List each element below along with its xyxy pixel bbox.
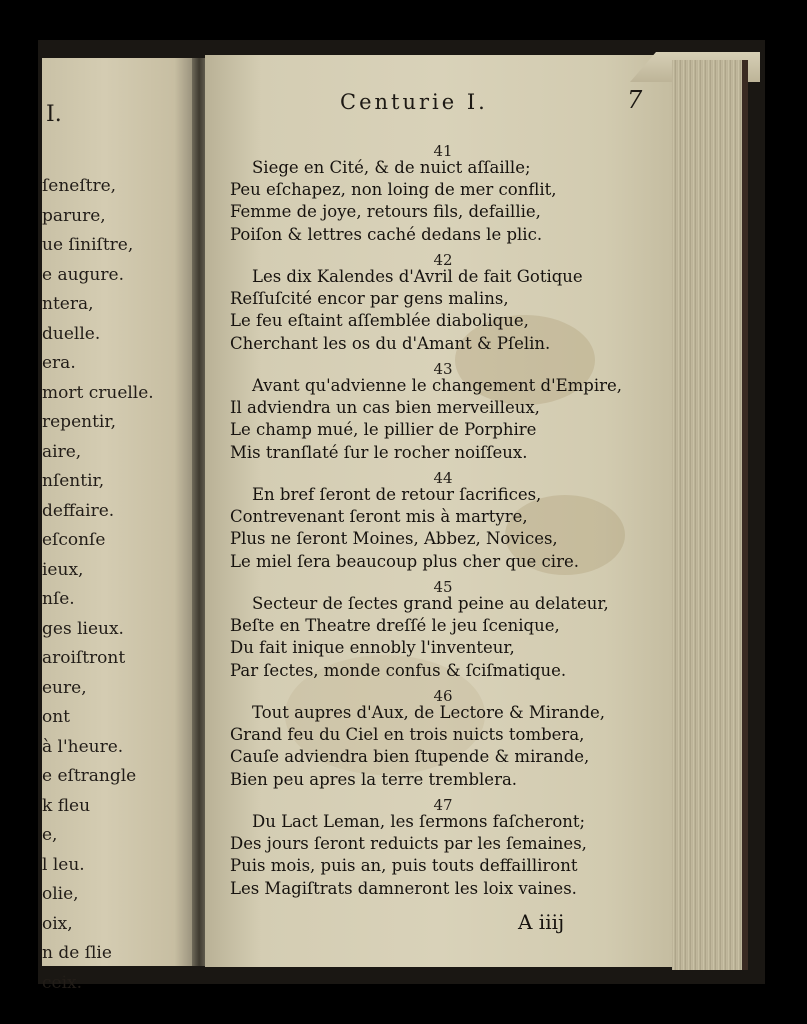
signature-mark: A iiij — [518, 910, 565, 934]
left-page-line: ceix. — [42, 972, 83, 993]
left-page-line: mort cruelle. — [42, 382, 154, 403]
left-page-line: ſeneſtre, — [42, 176, 117, 196]
verse-line: Cauſe adviendra bien ſtupende & mirande, — [230, 747, 590, 767]
verse-line: Le miel ſera beaucoup plus cher que cire. — [230, 551, 579, 571]
verse-line: En bref ſeront de retour ſacrifices, — [252, 485, 542, 504]
verse-line: Tout aupres d'Aux, de Lectore & Mirande, — [252, 703, 606, 722]
quatrain-number: 46 — [433, 687, 453, 705]
verse-line: Cherchant les os du d'Amant & Pſelin. — [230, 333, 551, 353]
left-page-line: eure, — [42, 677, 87, 698]
page-edges — [672, 60, 748, 970]
verse-line: Les Magiſtrats damneront les loix vaines. — [230, 878, 577, 898]
left-page-line: nſe. — [42, 589, 75, 609]
verse-line: Femme de joye, retours fils, defaillie, — [230, 202, 541, 222]
quatrain-number: 43 — [433, 360, 453, 378]
left-page-line: repentir, — [42, 412, 117, 432]
left-page-line: olie, — [42, 884, 79, 904]
verse-line: Grand feu du Ciel en trois nuicts tombera, — [230, 725, 585, 745]
left-page-line: era. — [42, 353, 76, 373]
left-page-line: oix, — [42, 913, 73, 934]
left-page-line: à l'heure. — [42, 736, 124, 757]
left-page-line: ue ſiniſtre, — [42, 235, 134, 255]
verse-line: Siege en Cité, & de nuict aſſaille; — [252, 158, 531, 177]
verse-line: Mis tranſlaté ſur le rocher noiſſeux. — [230, 442, 528, 462]
left-page-line: ntera, — [42, 294, 94, 314]
verse-line: Les dix Kalendes d'Avril de fait Gotique — [252, 267, 583, 286]
verse-line: Du Lact Leman, les ſermons faſcheront; — [252, 812, 586, 831]
verse-line: Avant qu'advienne le changement d'Empire, — [252, 376, 623, 395]
left-page-line: e eſtrangle — [42, 766, 137, 786]
left-page-line: ont — [42, 707, 71, 727]
left-page-line: n de ſlie — [42, 943, 112, 963]
quatrain-number: 44 — [433, 469, 453, 487]
left-page-line: e, — [42, 825, 58, 845]
verse-line: Puis mois, puis an, puis touts deffailliront — [230, 856, 578, 876]
left-page-line: eſconſe — [42, 530, 106, 550]
verse-line: Par ſectes, monde confus & ſciſmatique. — [230, 660, 567, 680]
verse-line: Il adviendra un cas bien merveilleux, — [230, 398, 540, 418]
left-page-line: ieux, — [42, 559, 84, 580]
left-page-line: aroiſtront — [42, 648, 126, 668]
left-page-line: deffaire. — [42, 500, 115, 521]
left-page-line: e augure. — [42, 264, 124, 285]
quatrain-number: 47 — [433, 796, 453, 814]
quatrain-number: 41 — [433, 142, 453, 160]
left-page-line: l leu. — [42, 854, 85, 875]
verse-line: Bien peu apres la terre tremblera. — [230, 769, 518, 789]
left-page — [42, 58, 198, 993]
left-page-line: k fleu — [42, 795, 91, 816]
verse-line: Poiſon & lettres caché dedans le plic. — [230, 224, 543, 244]
verse-line: Peu eſchapez, non loing de mer conflit, — [230, 180, 557, 200]
page-number: 7 — [627, 86, 643, 114]
left-page-line: ges lieux. — [42, 618, 124, 639]
verse-line: Secteur de ſectes grand peine au delateur, — [252, 594, 609, 613]
verse-line: Du fait inique ennobly l'inventeur, — [230, 638, 515, 658]
left-page-line: parure, — [42, 205, 106, 226]
quatrain-number: 42 — [433, 251, 453, 269]
left-page-line: aire, — [42, 441, 82, 462]
page-title: Centurie I. — [340, 90, 488, 114]
verse-line: Plus ne ſeront Moines, Abbez, Novices, — [230, 529, 558, 549]
left-page-header: I. — [46, 102, 62, 127]
verse-line: Contrevenant ſeront mis à martyre, — [230, 507, 528, 527]
verse-line: Le feu eſtaint aſſemblée diabolique, — [230, 311, 529, 331]
left-page-line: duelle. — [42, 323, 101, 344]
verse-line: Le champ mué, le pillier de Porphire — [230, 420, 537, 440]
verse-line: Reſſuſcité encor par gens malins, — [230, 289, 509, 309]
quatrain-number: 45 — [433, 578, 453, 596]
left-page-line: nſentir, — [42, 471, 105, 491]
verse-line: Beſte en Theatre dreſſé le jeu ſcenique, — [230, 616, 560, 636]
verse-line: Des jours ſeront reduicts par les ſemaines, — [230, 834, 587, 854]
